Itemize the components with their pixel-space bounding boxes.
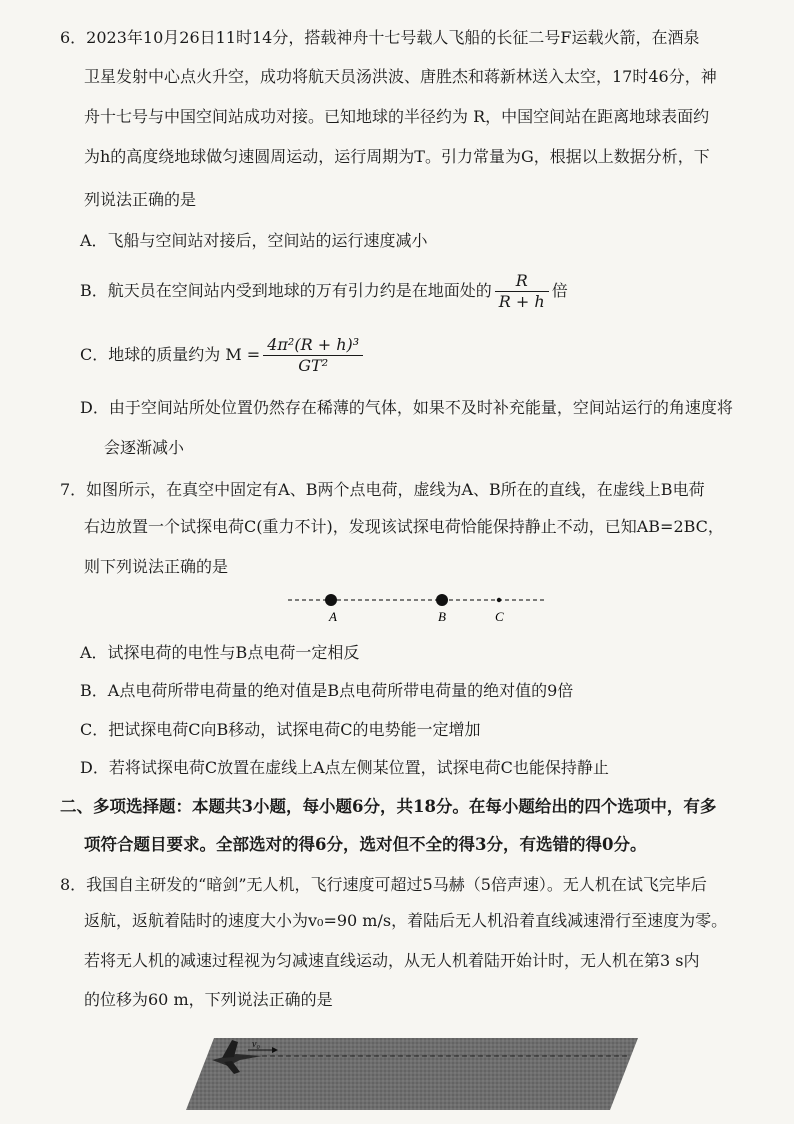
section-2-heading-line-2: 项符合题目要求。全部选对的得6分，选对但不全的得3分，有选错的得0分。 (84, 835, 647, 854)
q7-charge-c (497, 598, 501, 602)
q6-option-d-line-2: 会逐渐减小 (104, 438, 185, 457)
q6-option-b-text: B．航天员在空间站内受到地球的万有引力约是在地面处的 (80, 281, 492, 300)
q7-option-c: C．把试探电荷C向B移动，试探电荷C的电势能一定增加 (80, 720, 481, 739)
q6-option-c (80, 334, 366, 376)
q8-line-2: 返航，返航着陆时的速度大小为v₀=90 m/s，着陆后无人机沿着直线减速滑行至速度为零。 (84, 911, 728, 930)
q7-line-3: 则下列说法正确的是 (84, 557, 229, 576)
q7-label-c: C (495, 609, 504, 624)
q7-charge-a (325, 594, 337, 606)
q8-figure (0, 1030, 794, 1120)
q7-option-a: A．试探电荷的电性与B点电荷一定相反 (80, 643, 360, 662)
q6-line-1: 6．2023年10月26日11时14分，搭载神舟十七号载人飞船的长征二号F运载火箭，在酒泉 (60, 28, 700, 47)
q6-option-a: A．飞船与空间站对接后，空间站的运行速度减小 (80, 231, 428, 250)
q6-option-b-numerator: R (495, 271, 549, 292)
section-2-heading-line-1: 二、多项选择题：本题共3小题，每小题6分，共18分。在每小题给出的四个选项中，有多 (60, 797, 717, 816)
q7-option-d: D．若将试探电荷C放置在虚线上A点左侧某位置，试探电荷C也能保持静止 (80, 758, 609, 777)
q8-line-1: 8．我国自主研发的“暗剑”无人机，飞行速度可超过5马赫（5倍声速）。无人机在试飞完毕后 (60, 875, 707, 894)
q7-label-a: A (329, 609, 337, 624)
q7-line-1: 7．如图所示，在真空中固定有A、B两个点电荷，虚线为A、B所在的直线，在虚线上B电荷 (60, 480, 705, 499)
q6-line-4: 为h的高度绕地球做匀速圆周运动，运行周期为T。引力常量为G，根据以上数据分析，下 (84, 147, 710, 166)
q7-label-b: B (438, 609, 446, 624)
q6-option-b-suffix: 倍 (551, 281, 568, 300)
q6-line-5: 列说法正确的是 (84, 190, 197, 209)
q6-option-d-line-1: D．由于空间站所处位置仍然存在稀薄的气体，如果不及时补充能量，空间站运行的角速度将 (80, 398, 733, 417)
velocity-label: v₀ (252, 1039, 260, 1050)
q6-option-c-text: C．地球的质量约为 M = (80, 345, 261, 364)
q6-line-2: 卫星发射中心点火升空，成功将航天员汤洪波、唐胜杰和蒋新林送入太空，17时46分，神 (84, 67, 717, 86)
q6-option-c-numerator: 4π²(R + h)³ (263, 335, 363, 356)
q7-option-b: B．A点电荷所带电荷量的绝对值是B点电荷所带电荷量的绝对值的9倍 (80, 681, 574, 700)
q6-option-b-denominator: R + h (498, 292, 545, 311)
q7-line-2: 右边放置一个试探电荷C(重力不计)，发现该试探电荷恰能保持静止不动，已知AB=2BC， (84, 517, 724, 536)
q6-option-c-fraction (263, 335, 363, 376)
q6-line-3: 舟十七号与中国空间站成功对接。已知地球的半径约为 R，中国空间站在距离地球表面约 (84, 107, 710, 126)
q6-option-c-denominator: GT² (298, 356, 329, 375)
q6-option-b (80, 270, 568, 312)
q8-line-4: 的位移为60 m，下列说法正确的是 (84, 990, 333, 1009)
q8-line-3: 若将无人机的减速过程视为匀减速直线运动，从无人机着陆开始计时，无人机在第3 s内 (84, 951, 700, 970)
q7-charge-b (436, 594, 448, 606)
q7-figure (0, 588, 794, 628)
q6-option-b-fraction (495, 271, 549, 312)
